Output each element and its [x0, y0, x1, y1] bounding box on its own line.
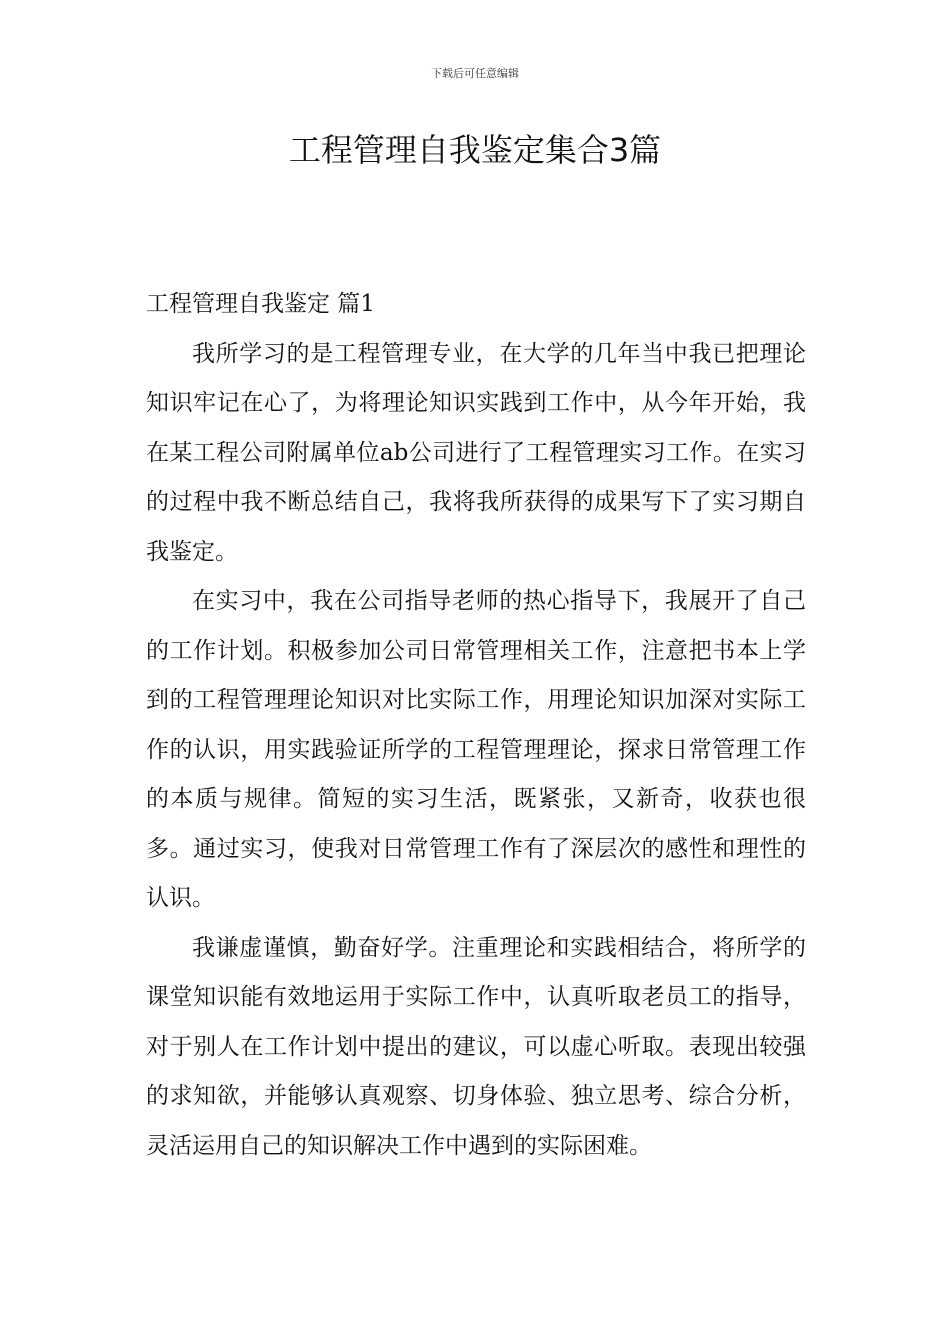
section-heading: 工程管理自我鉴定 篇1	[146, 291, 375, 317]
paragraph-3: 我谦虚谨慎，勤奋好学。注重理论和实践相结合，将所学的课堂知识能有效地运用于实际工作中，认真听取老员工的指导，对于别人在工作计划中提出的建议，可以虚心听取。表现出较强的求知欲，并能够认真观察、切身体验、独立思考、综合分析，灵活运用自己的知识解决工作中遇到的实际困难。	[146, 934, 806, 1159]
header-note: 下载后可任意编辑	[431, 67, 519, 80]
document-title: 工程管理自我鉴定集合3篇	[288, 131, 662, 169]
document-body	[146, 280, 806, 1171]
paragraph-1: 我所学习的是工程管理专业，在大学的几年当中我已把理论知识牢记在心了，为将理论知识实践到工作中，从今年开始，我在某工程公司附属单位ab公司进行了工程管理实习工作。在实习的过程中我不断总结自己，我将我所获得的成果写下了实习期自我鉴定。	[146, 340, 806, 565]
paragraph-2: 在实习中，我在公司指导老师的热心指导下，我展开了自己的工作计划。积极参加公司日常管理相关工作，注意把书本上学到的工程管理理论知识对比实际工作，用理论知识加深对实际工作的认识，用实践验证所学的工程管理理论，探求日常管理工作的本质与规律。简短的实习生活，既紧张，又新奇，收获也很多。通过实习，使我对日常管理工作有了深层次的感性和理性的认识。	[146, 588, 806, 911]
